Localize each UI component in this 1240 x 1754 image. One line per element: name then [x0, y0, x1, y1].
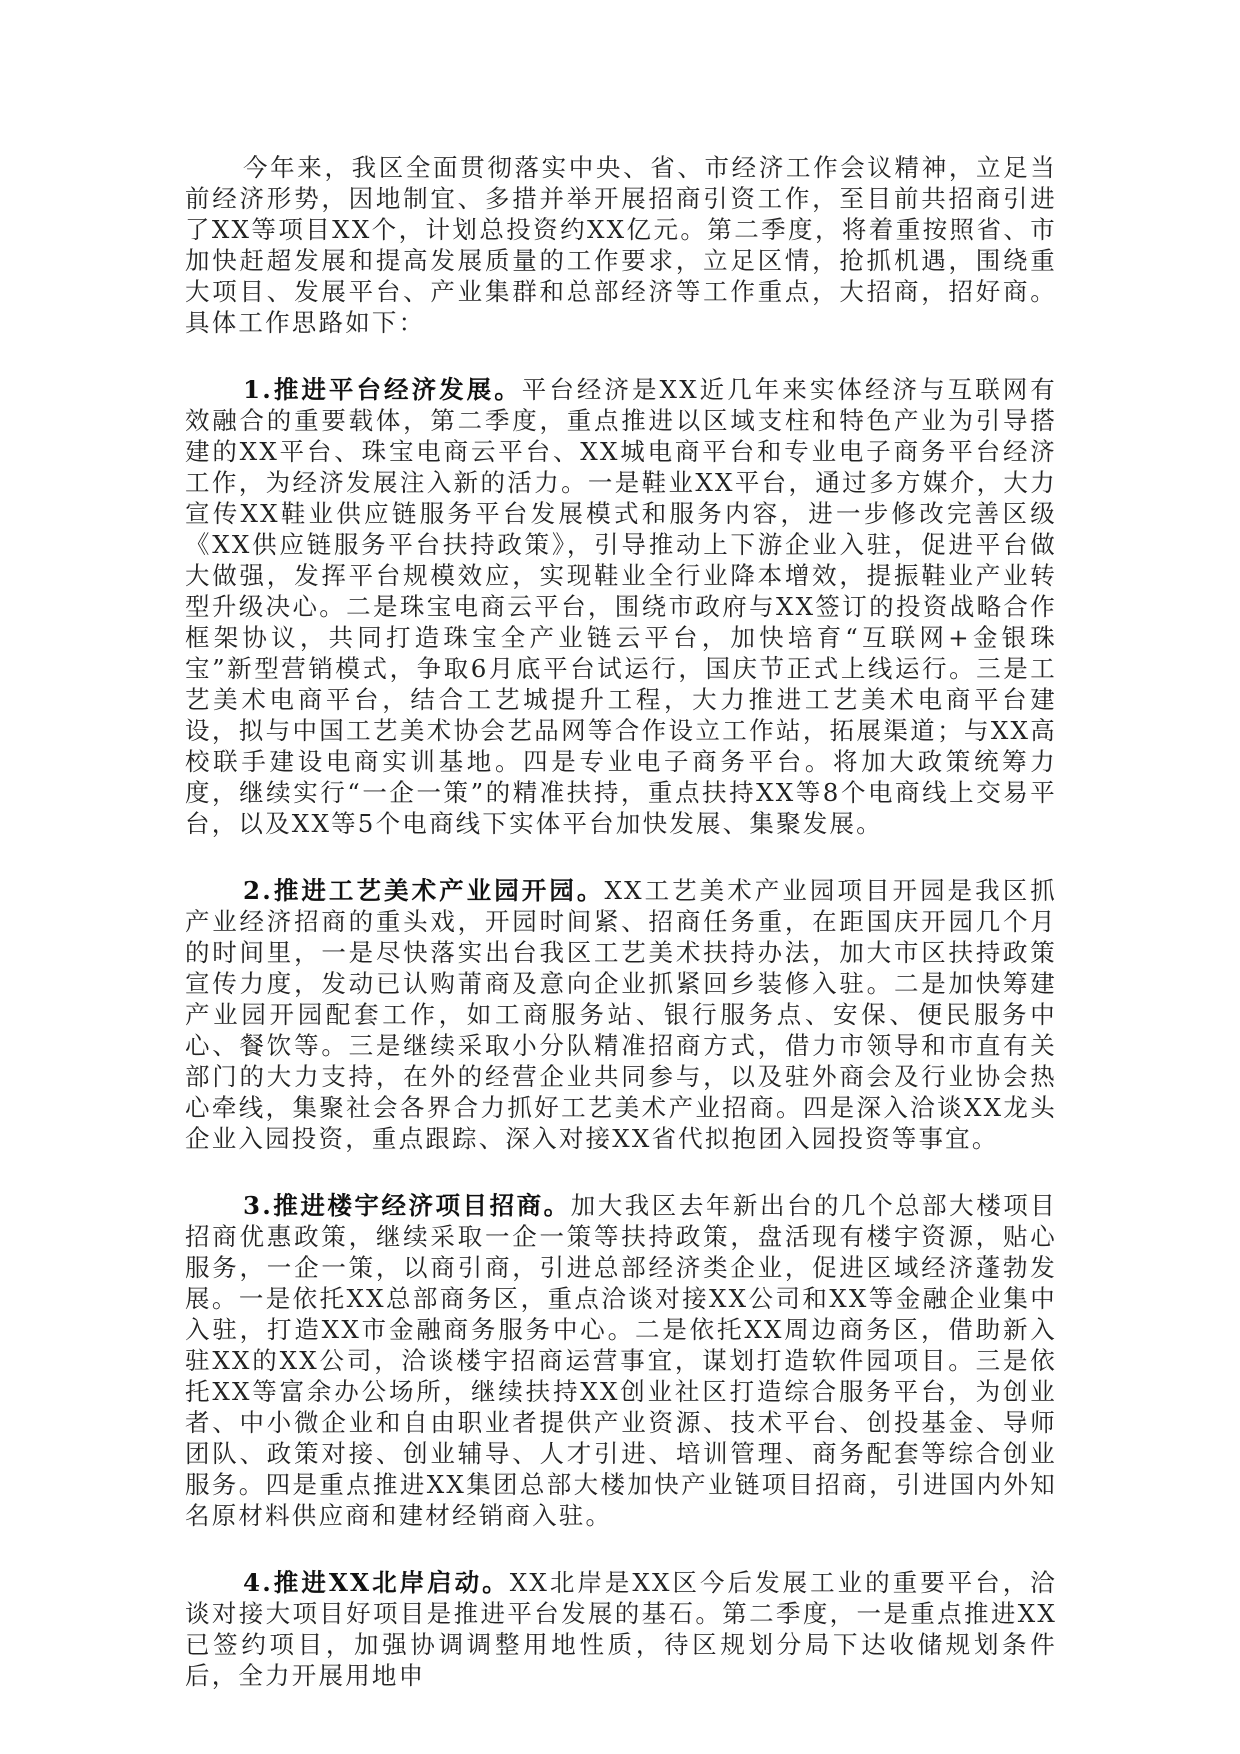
- section-3-paragraph: [185, 1190, 1057, 1531]
- section-3-body: 加大我区去年新出台的几个总部大楼项目招商优惠政策，继续采取一企一策等扶持政策，盘活现有楼宇资源，贴心服务，一企一策，以商引商，引进总部经济类企业，促进区域经济蓬勃发展。一是依托XX总部商务区，重点洽谈对接XX公司和XX等金融企业集中入驻，打造XX市金融商务服务中心。二是依托XX周边商务区，借助新入驻XX的XX公司，洽谈楼宇招商运营事宜，谋划打造软件园项目。三是依托XX等富余办公场所，继续扶持XX创业社区打造综合服务平台，为创业者、中小微企业和自由职业者提供产业资源、技术平台、创投基金、导师团队、政策对接、创业辅导、人才引进、培训管理、商务配套等综合创业服务。四是重点推进XX集团总部大楼加快产业链项目招商，引进国内外知名原材料供应商和建材经销商入驻。: [185, 1191, 1057, 1530]
- document-page: [185, 152, 1057, 1727]
- section-1-paragraph: [185, 374, 1057, 839]
- section-1-body: 平台经济是XX近几年来实体经济与互联网有效融合的重要载体，第二季度，重点推进以区域支柱和特色产业为引导搭建的XX平台、珠宝电商云平台、XX城电商平台和专业电子商务平台经济工作，为经济发展注入新的活力。一是鞋业XX平台，通过多方媒介，大力宣传XX鞋业供应链服务平台发展模式和服务内容，进一步修改完善区级《XX供应链服务平台扶持政策》，引导推动上下游企业入驻，促进平台做大做强，发挥平台规模效应，实现鞋业全行业降本增效，提振鞋业产业转型升级决心。二是珠宝电商云平台，围绕市政府与XX签订的投资战略合作框架协议，共同打造珠宝全产业链云平台，加快培育“互联网+金银珠宝”新型营销模式，争取6月底平台试运行，国庆节正式上线运行。三是工艺美术电商平台，结合工艺城提升工程，大力推进工艺美术电商平台建设，拟与中国工艺美术协会艺品网等合作设立工作站，拓展渠道；与XX高校联手建设电商实训基地。四是专业电子商务平台。将加大政策统筹力度，继续实行“一企一策”的精准扶持，重点扶持XX等8个电商线上交易平台，以及XX等5个电商线下实体平台加快发展、集聚发展。: [185, 375, 1057, 838]
- intro-paragraph: 今年来，我区全面贯彻落实中央、省、市经济工作会议精神，立足当前经济形势，因地制宜、多措并举开展招商引资工作，至目前共招商引进了XX等项目XX个，计划总投资约XX亿元。第二季度，将着重按照省、市加快赶超发展和提高发展质量的工作要求，立足区情，抢抓机遇，围绕重大项目、发展平台、产业集群和总部经济等工作重点，大招商，招好商。具体工作思路如下：: [185, 153, 1057, 337]
- section-2-body: XX工艺美术产业园项目开园是我区抓产业经济招商的重头戏，开园时间紧、招商任务重，在距国庆开园几个月的时间里，一是尽快落实出台我区工艺美术扶持办法，加大市区扶持政策宣传力度，发动已认购莆商及意向企业抓紧回乡装修入驻。二是加快筹建产业园开园配套工作，如工商服务站、银行服务点、安保、便民服务中心、餐饮等。三是继续采取小分队精准招商方式，借力市领导和市直有关部门的大力支持，在外的经营企业共同参与，以及驻外商会及行业协会热心牵线，集聚社会各界合力抓好工艺美术产业招商。四是深入洽谈XX龙头企业入园投资，重点跟踪、深入对接XX省代拟抱团入园投资等事宜。: [185, 876, 1057, 1153]
- section-1-heading: 1.推进平台经济发展。: [243, 375, 522, 404]
- section-4-body: XX北岸是XX区今后发展工业的重要平台，洽谈对接大项目好项目是推进平台发展的基石。第二季度，一是重点推进XX已签约项目，加强协调调整用地性质，待区规划分局下达收储规划条件后，全力开展用地申: [185, 1568, 1058, 1690]
- section-2-heading: 2.推进工艺美术产业园开园。: [243, 876, 605, 905]
- section-4-paragraph: [185, 1567, 1057, 1691]
- section-4-heading: 4.推进XX北岸启动。: [243, 1568, 510, 1597]
- section-2-paragraph: [185, 875, 1057, 1154]
- section-3-heading: 3.推进楼宇经济项目招商。: [243, 1191, 571, 1220]
